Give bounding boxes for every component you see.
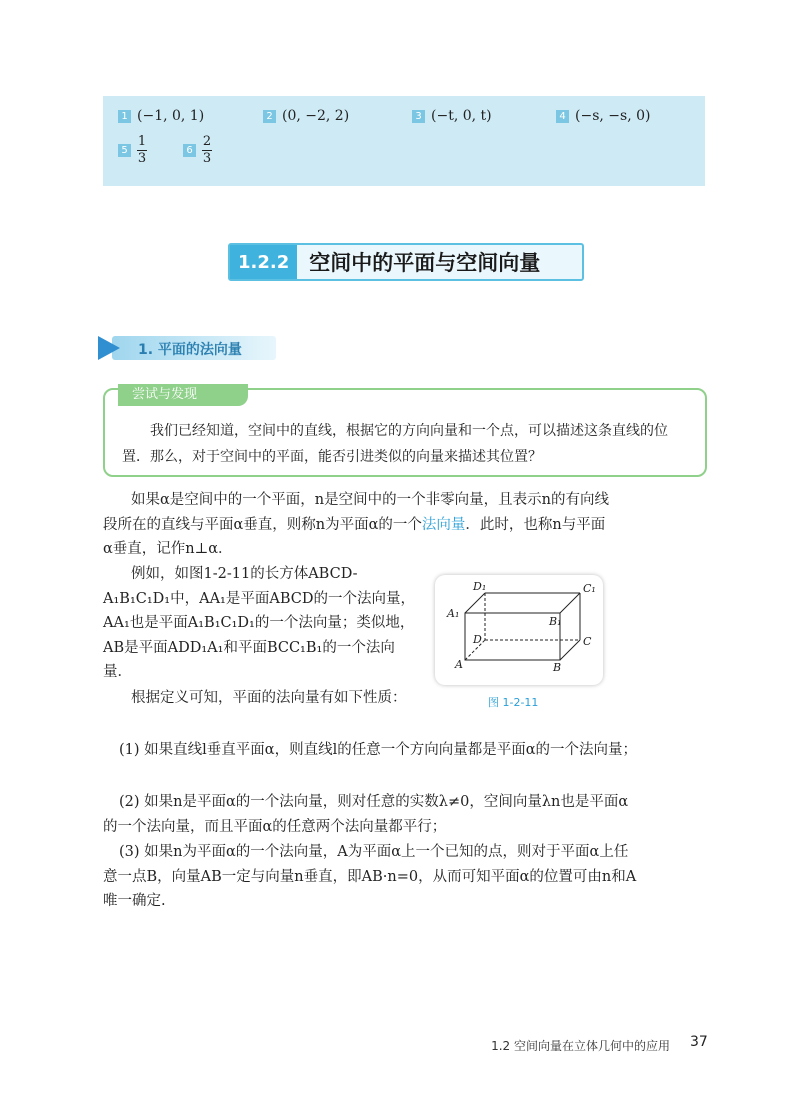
answer-text: (−1, 0, 1) bbox=[137, 108, 205, 124]
explore-text: 我们已经知道，空间中的直线，根据它的方向向量和一个点，可以描述这条直线的位置．那么，对于空间中的平面，能否引进类似的向量来描述其位置？ bbox=[122, 423, 668, 465]
answer-2 bbox=[263, 108, 349, 124]
answer-number: 1 bbox=[118, 110, 131, 123]
denominator: 3 bbox=[202, 151, 212, 166]
answer-number: 6 bbox=[183, 144, 196, 157]
section-heading: 空间中的平面与空间向量 bbox=[309, 251, 541, 275]
property-1: (1) 如果直线l垂直平面α，则直线l的任意一个方向向量都是平面α的一个法向量； bbox=[119, 742, 638, 758]
section-number: 1.2.2 bbox=[230, 245, 297, 279]
section-title bbox=[228, 243, 584, 281]
answer-text: (−t, 0, t) bbox=[431, 108, 492, 124]
subsection-title: 1. 平面的法向量 bbox=[138, 342, 242, 358]
answer-number: 2 bbox=[263, 110, 276, 123]
answer-text: (−s, −s, 0) bbox=[575, 108, 651, 124]
label-D1: D₁ bbox=[473, 580, 487, 593]
figure-cuboid bbox=[435, 575, 603, 685]
cuboid-diagram bbox=[435, 575, 603, 685]
figure-caption: 图 1-2-11 bbox=[488, 696, 539, 709]
footer-chapter: 1.2 空间向量在立体几何中的应用 bbox=[491, 1039, 670, 1053]
label-C1: C₁ bbox=[583, 582, 596, 595]
property-2: (2) 如果n是平面α的一个法向量，则对任意的实数λ≠0，空间向量λn也是平面α的一个法向量，而且平面α的任意两个法向量都平行； bbox=[103, 794, 629, 835]
numerator: 1 bbox=[137, 134, 147, 149]
answer-5 bbox=[118, 134, 147, 167]
paragraph-properties-intro: 根据定义可知，平面的法向量有如下性质： bbox=[131, 690, 407, 706]
paragraph-example: 例如，如图1-2-11的长方体ABCD-A₁B₁C₁D₁中，AA₁是平面ABCD的一个法向量，AA₁也是平面A₁B₁C₁D₁的一个法向量；类似地，AB是平面ADD₁A₁和平面BCC₁B₁的一个法向量． bbox=[103, 566, 415, 680]
label-B: B bbox=[553, 661, 562, 674]
answer-3 bbox=[412, 108, 492, 124]
answer-number: 4 bbox=[556, 110, 569, 123]
answer-4 bbox=[556, 108, 650, 124]
answer-number: 3 bbox=[412, 110, 425, 123]
answer-1 bbox=[118, 108, 204, 124]
label-A: A bbox=[455, 658, 463, 671]
explore-tab: 尝试与发现 bbox=[118, 384, 248, 406]
label-D: D bbox=[473, 633, 482, 646]
fraction bbox=[137, 134, 147, 167]
answer-number: 5 bbox=[118, 144, 131, 157]
answer-text: (0, −2, 2) bbox=[282, 108, 350, 124]
property-3: (3) 如果n为平面α的一个法向量，A为平面α上一个已知的点，则对于平面α上任意一点B，向量AB一定与向量n垂直，即AB·n=0，从而可知平面α的位置可由n和A唯一确定. bbox=[103, 844, 637, 909]
page-number: 37 bbox=[690, 1034, 708, 1050]
label-A1: A₁ bbox=[447, 607, 460, 620]
paragraph-definition: 如果α是空间中的一个平面，n是空间中的一个非零向量，且表示n的有向线段所在的直线与平面α垂直，则称n为平面α的一个法向量．此时，也称n与平面α垂直，记作n⊥α． bbox=[103, 492, 609, 557]
fraction bbox=[202, 134, 212, 167]
label-B1: B₁ bbox=[549, 615, 562, 628]
term-normal-vector: 法向量 bbox=[421, 516, 466, 533]
denominator: 3 bbox=[137, 151, 147, 166]
label-C: C bbox=[583, 635, 592, 648]
answer-6 bbox=[183, 134, 212, 167]
numerator: 2 bbox=[202, 134, 212, 149]
